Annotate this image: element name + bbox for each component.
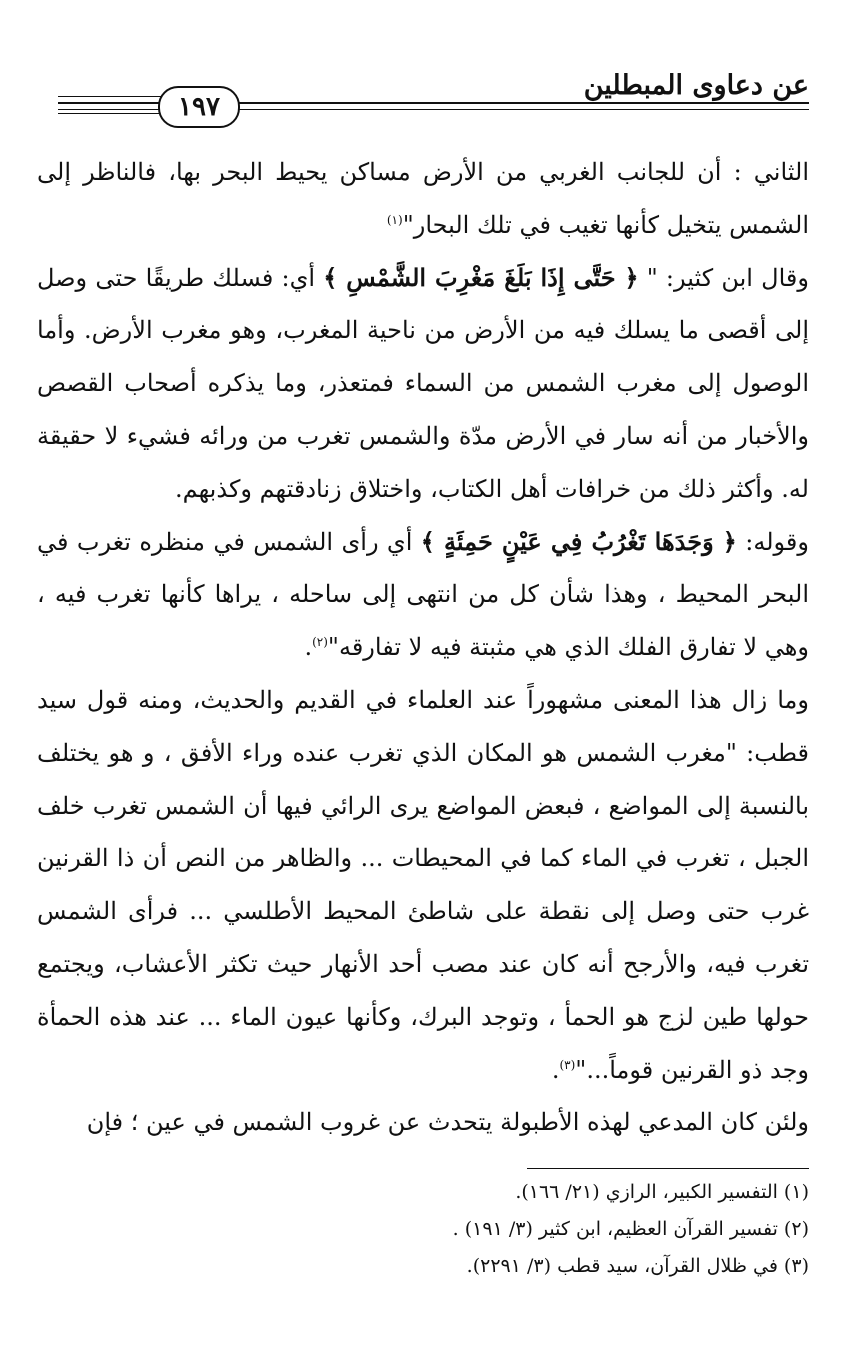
- footnote: (١) التفسير الكبير، الرازي (٢١/ ١٦٦).: [515, 1181, 809, 1203]
- text-run: وقوله:: [736, 527, 809, 556]
- text-run: الثاني : أن للجانب الغربي من الأرض مساكن يحيط البحر بها، فالناظر إلى الشمس يتخيل كأنها تغيب في تلك البحار": [37, 158, 809, 239]
- paragraph: [37, 252, 809, 516]
- running-header-title: عن دعاوى المبطلين: [583, 70, 809, 101]
- text-run: وما زال هذا المعنى مشهوراً عند العلماء في القديم والحديث، ومنه قول سيد قطب: "مغرب الشمس هو المكان الذي تغرب عنده وراء الأفق ، و هو يختلف بالنسبة إلى المواضع ، فبعض المواضع يرى الرائي فيها أن الشمس تغرب خلف الجبل ، تغرب في الماء كما في المحيطات ... والظاهر من النص أن ذا القرنين غرب حتى وصل إلى نقطة على شاطئ المحيط الأطلسي ... فرأى الشمس تغرب فيه، والأرجح أنه كان عند مصب أحد الأنهار حيث تكثر الأعشاب، ويجتمع حولها طين لزج هو الحمأ ، وتوجد البرك، وكأنها عيون الماء ... عند هذه الحمأة وجد ذو القرنين قوماً...": [37, 685, 809, 1084]
- text-run: أي رأى الشمس في منظره تغرب في البحر المحيط ، وهذا شأن كل من انتهى إلى ساحله ، يراها كأنها تغرب فيه ، وهي لا تفارق الفلك الذي هي مثبتة فيه لا تفارقه": [37, 527, 809, 662]
- text-run: ولئن كان المدعي لهذه الأطبولة يتحدث عن غروب الشمس في عين ؛ فإن: [86, 1108, 809, 1137]
- text-run: .: [551, 1055, 560, 1084]
- footnote-separator: [527, 1168, 809, 1169]
- footnotes: [37, 1174, 809, 1285]
- footnote: (٢) تفسير القرآن العظيم، ابن كثير (٣/ ١٩١) .: [452, 1218, 809, 1240]
- page-number: ١٩٧: [158, 86, 240, 128]
- paragraph: [37, 674, 809, 1096]
- footnote: (٣) في ظلال القرآن، سيد قطب (٣/ ٢٢٩١).: [466, 1255, 809, 1277]
- main-text: [37, 146, 809, 1149]
- paragraph: [37, 146, 809, 252]
- text-run: وقال ابن كثير: ": [638, 263, 809, 292]
- paragraph: [37, 516, 809, 674]
- text-run: أي: فسلك طريقًا حتى وصل إلى أقصى ما يسلك فيه من الأرض من ناحية المغرب، وهو مغرب الأرض. وأما الوصول إلى مغرب الشمس من السماء فمتعذر، وما يذكره أصحاب القصص والأخبار من أنه سار في الأرض مدّة والشمس تغرب من ورائه فشيء لا حقيقة له. وأكثر ذلك من خرافات أهل الكتاب، واختلاق زنادقتهم وكذبهم.: [37, 263, 809, 503]
- quran-verse: ﴿ وَجَدَهَا تَغْرُبُ فِي عَيْنٍ حَمِئَةٍ ﴾: [420, 526, 737, 556]
- footnote-marker: (١): [386, 212, 403, 227]
- footnote-marker: (٢): [312, 635, 328, 650]
- quran-verse: ﴿ حَتَّى إِذَا بَلَغَ مَغْرِبَ الشَّمْسِ ﴾: [323, 262, 639, 292]
- paragraph: [37, 1096, 809, 1149]
- footnote-marker: (٣): [559, 1057, 576, 1072]
- text-run: .: [304, 633, 313, 662]
